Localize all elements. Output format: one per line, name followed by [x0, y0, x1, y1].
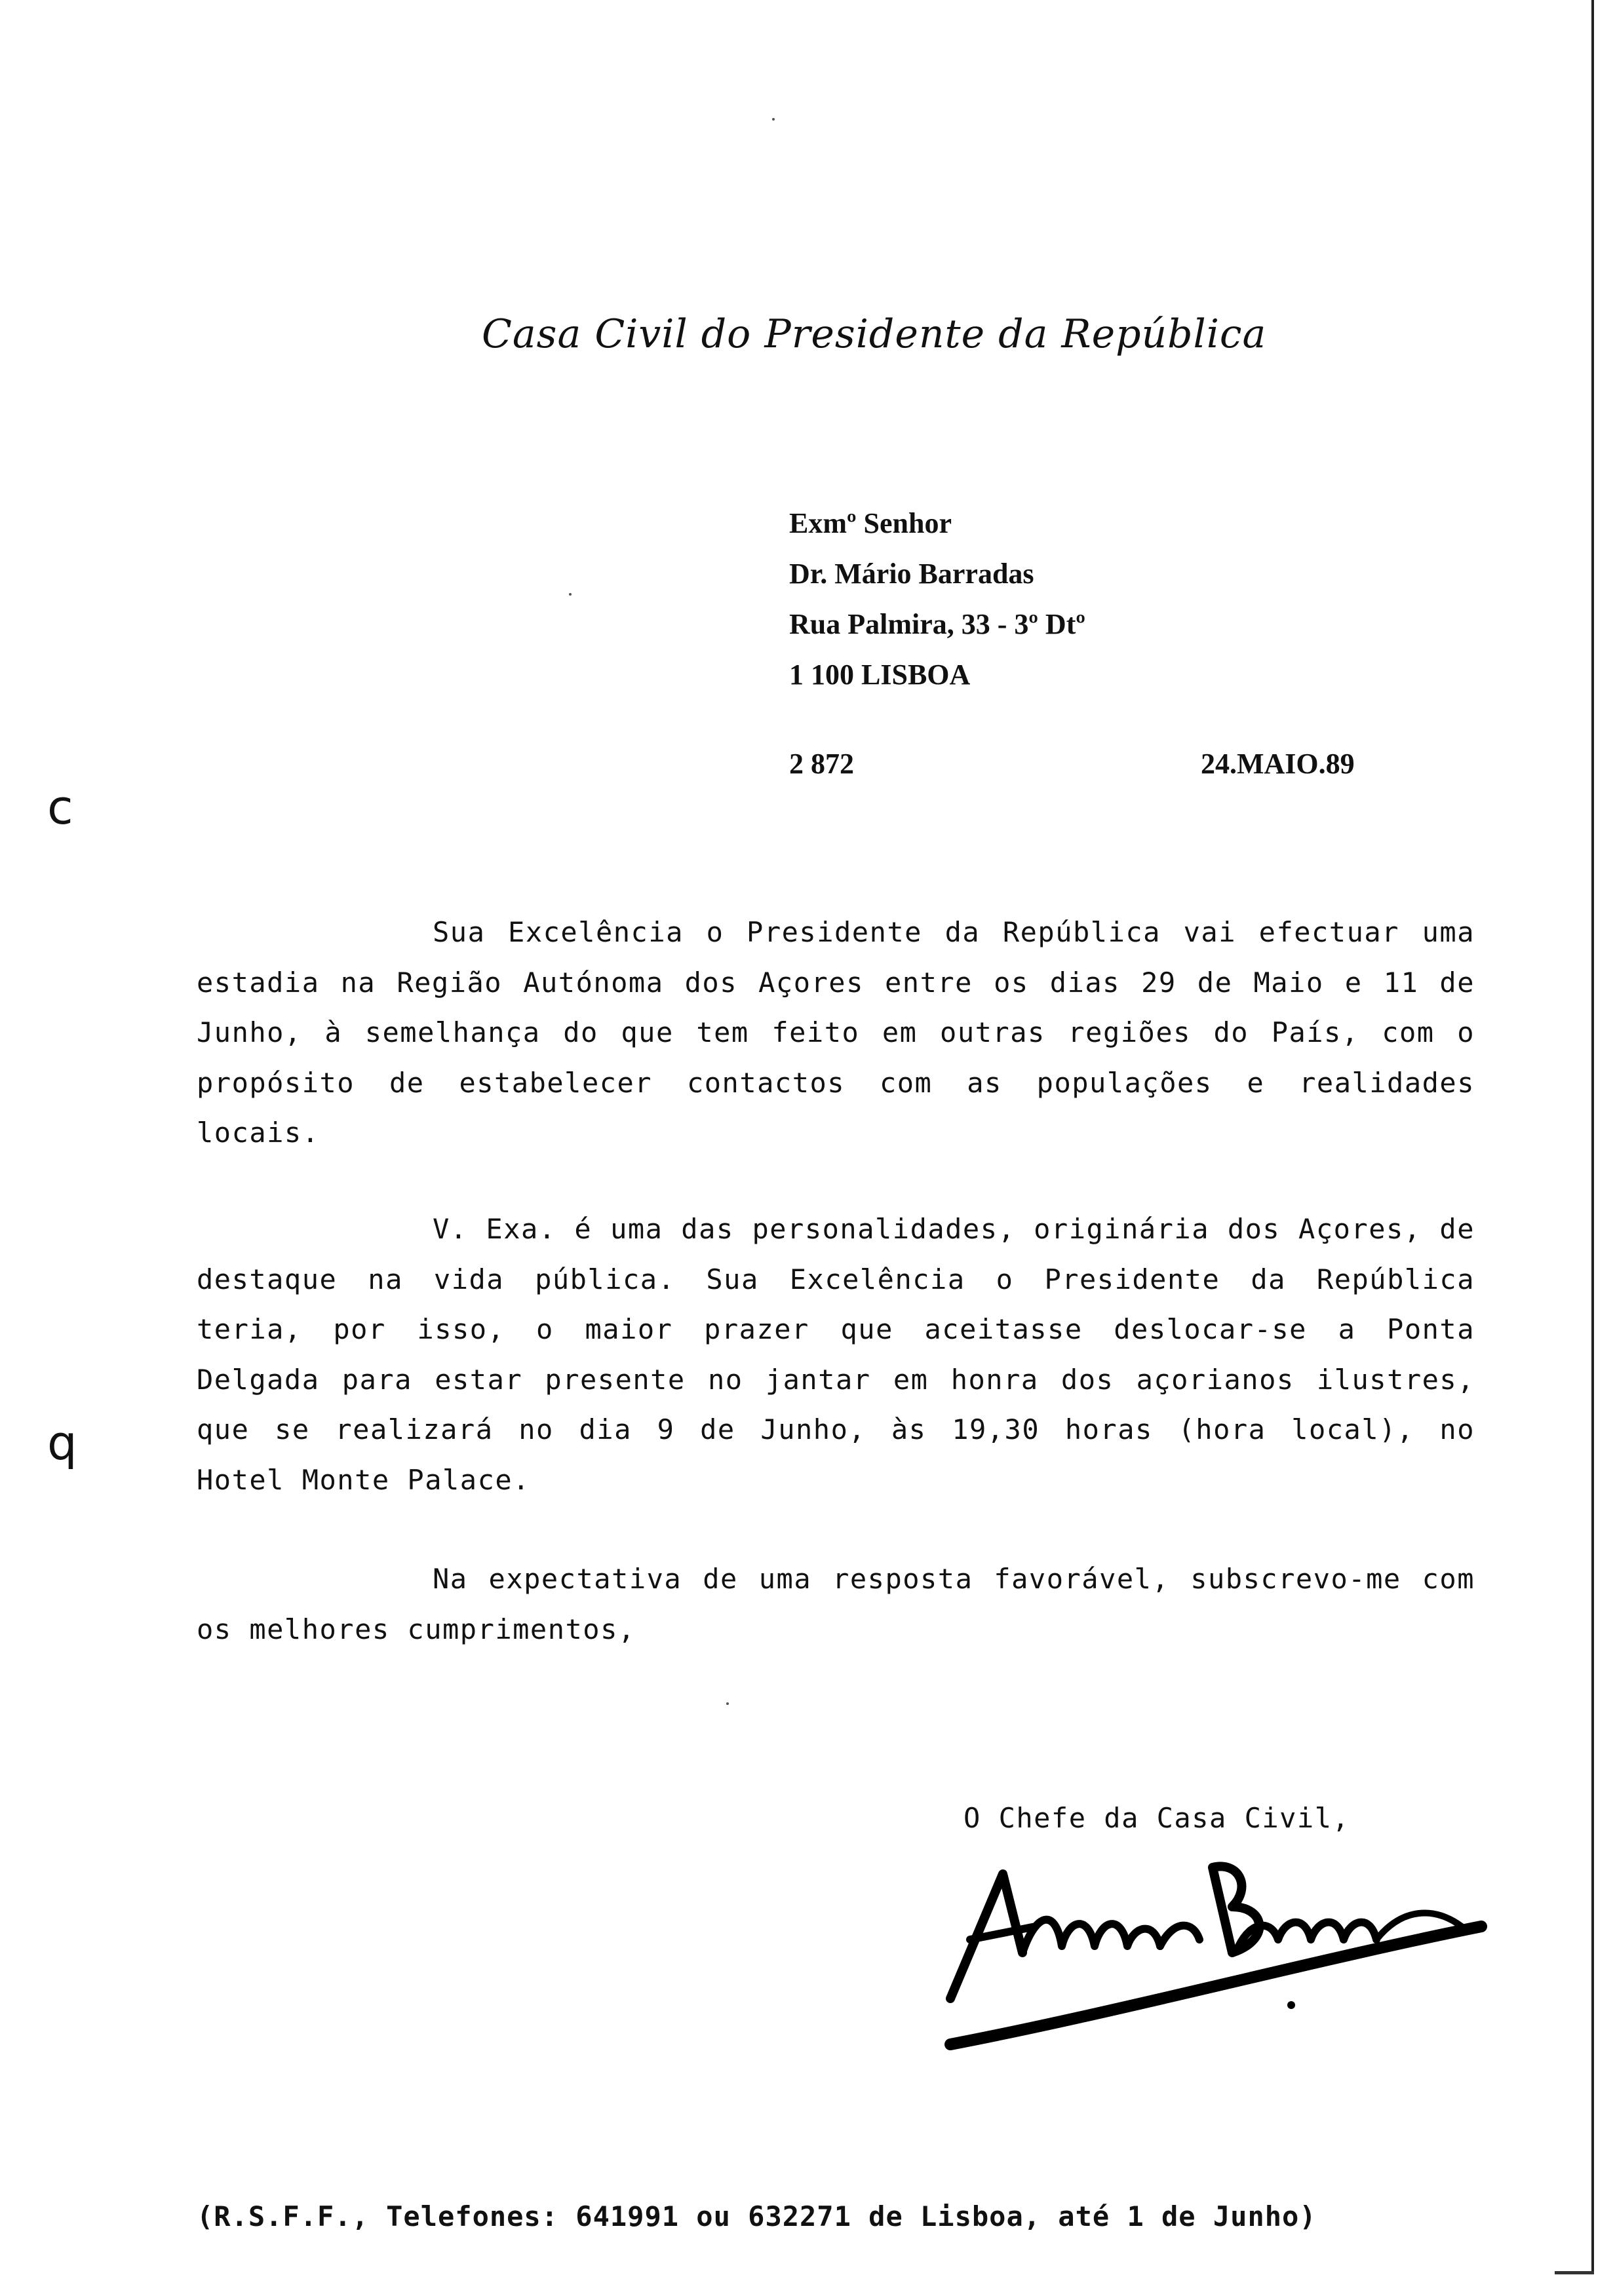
recipient-address	[789, 498, 1085, 700]
paragraph-1: Sua Excelência o Presidente da República vai efectuar uma estadia na Região Autónoma dos Açores entre os dias 29 de Maio e 11 de Junho, à semelhança do que tem feito em outras regiões do País, com o propósito de estabelecer contactos com as populações e realidades locais.	[197, 916, 1475, 1149]
recipient-street: Rua Palmira, 33 - 3º Dtº	[789, 608, 1085, 640]
scan-speck	[569, 593, 572, 596]
margin-mark-top: c	[47, 780, 73, 835]
page-edge-line	[1591, 0, 1594, 2274]
paragraph-2: V. Exa. é uma das personalidades, originária dos Açores, de destaque na vida pública. Sua Excelência o Presidente da República teria, por isso, o maior prazer que aceitasse deslocar-se a Ponta Delgada para estar presente no jantar em honra dos açorianos ilustres, que se realizará no dia 9 de Junho, às 19,30 horas (hora local), no Hotel Monte Palace.	[197, 1213, 1475, 1496]
closing-title: O Chefe da Casa Civil,	[963, 1802, 1350, 1834]
footer-note: (R.S.F.F., Telefones: 641991 ou 632271 de Lisboa, até 1 de Junho)	[197, 2200, 1317, 2232]
scan-speck	[726, 1702, 729, 1705]
recipient-salutation: Exmº Senhor	[789, 507, 952, 539]
margin-mark-bottom: q	[47, 1415, 77, 1470]
recipient-city: 1 100 LISBOA	[789, 659, 971, 691]
scan-speck	[772, 118, 775, 121]
letter-date: 24.MAIO.89	[1201, 748, 1355, 780]
signature	[924, 1848, 1527, 2057]
paragraph-3: Na expectativa de uma resposta favorável, subscrevo-me com os melhores cumprimentos,	[197, 1563, 1475, 1645]
page-edge-corner	[1555, 2271, 1594, 2274]
letterhead: Casa Civil do Presidente da República	[482, 311, 1267, 357]
recipient-name: Dr. Mário Barradas	[789, 558, 1034, 590]
reference-number: 2 872	[789, 748, 854, 780]
